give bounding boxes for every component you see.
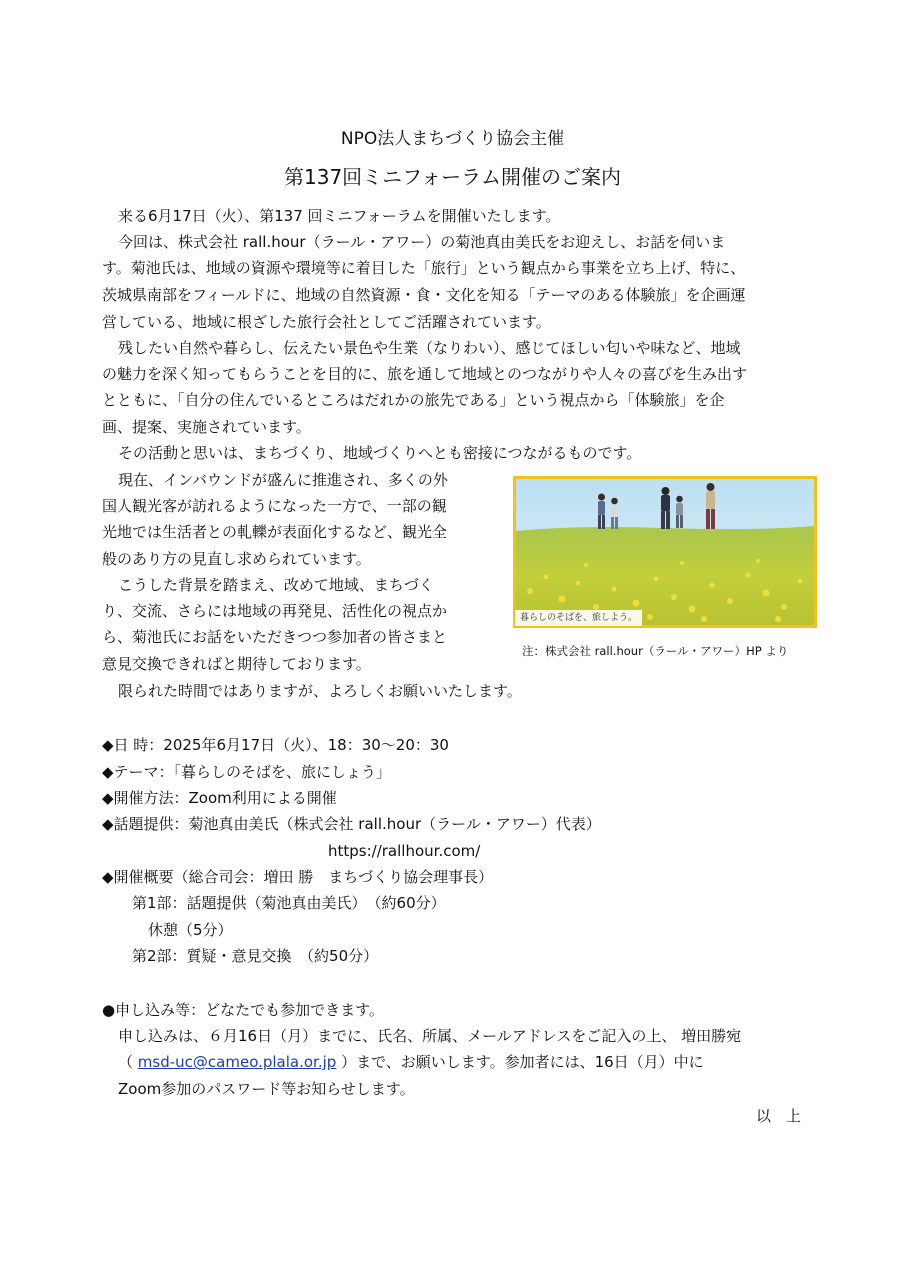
intro-line: の魅力を深く知ってもらうことを目的に、旅を通して地域とのつながりや人々の喜びを生み出す (102, 365, 748, 383)
application-line: 申し込みは、６月16日（月）までに、氏名、所属、メールアドレスをご記入の上、 増田勝宛 (118, 1027, 742, 1045)
application-line-rest: ）まで、お願いします。参加者には、16日（月）中に (341, 1053, 704, 1071)
paren-open: （ (118, 1053, 134, 1071)
intro-line: 来る6月17日（火）、第137 回ミニフォーラムを開催いたします。 (118, 207, 561, 225)
intro-line: 今回は、株式会社 rall.hour（ラール・アワー）の菊池真由美氏をお迎えし、お話を伺いま (118, 233, 726, 251)
organizer-line: NPO法人まちづくり協会主催 (340, 129, 565, 149)
intro-line: 茨城県南部をフィールドに、地域の自然資源・食・文化を知る「テーマのある体験旅」を企画運 (102, 286, 746, 304)
body-line: こうした背景を踏まえ、改めて地域、まちづく (118, 576, 434, 594)
photo-overlay-caption: 暮らしのそばを、旅しよう。 (515, 610, 642, 626)
body-line: り、交流、さらには地域の再発見、活性化の視点か (102, 602, 448, 620)
intro-line: その活動と思いは、まちづくり、地域づくりへとも密接につながるものです。 (118, 444, 642, 462)
intro-line: す。菊池氏は、地域の資源や環境等に着目した「旅行」という観点から事業を立ち上げ、特に、 (102, 259, 746, 277)
event-date: ◆日 時：2025年6月17日（火）、18：30～20：30 (102, 736, 449, 754)
application-heading: ●申し込み等：どなたでも参加できます。 (102, 1001, 384, 1019)
email-link[interactable]: msd-uc@cameo.plala.or.jp (137, 1053, 337, 1071)
photo-illustration (516, 479, 814, 625)
body-line: 般のあり方の見直し求められています。 (102, 550, 371, 568)
body-line: 光地では生活者との軋轢が表面化するなど、観光全 (102, 523, 448, 541)
application-line (118, 1049, 704, 1075)
closing-mark: 以 上 (756, 1107, 802, 1125)
program-part-1: 第1部：話題提供（菊池真由美氏） （約60分） (132, 894, 446, 912)
page-title: 第137回ミニフォーラム開催のご案内 (284, 165, 621, 189)
intro-line: 残したい自然や暮らし、伝えたい景色や生業（なりわい）、感じてほしい匂いや味など、地域 (118, 339, 741, 357)
body-line: ら、菊池氏にお話をいただきつつ参加者の皆さまと (102, 628, 448, 646)
event-method: ◆開催方法：Zoom利用による開催 (102, 789, 337, 807)
body-line: 国人観光客が訪れるようになった一方で、一部の観 (102, 497, 447, 515)
intro-line: 画、提案、実施されています。 (102, 418, 311, 436)
event-outline: ◆開催概要（総合司会：増田 勝 まちづくり協会理事長） (102, 868, 494, 886)
body-line: 意見交換できればと期待しております。 (102, 655, 371, 673)
event-speaker: ◆話題提供：菊池真由美氏（株式会社 rall.hour（ラール・アワー）代表） (102, 815, 601, 833)
application-line: Zoom参加のパスワード等お知らせします。 (118, 1080, 415, 1098)
event-theme: ◆テーマ：「暮らしのそばを、旅にしょう」 (102, 763, 392, 781)
canola-field-photo (513, 476, 817, 628)
program-break: 休憩（5分） (148, 921, 233, 939)
intro-line: とともに、「自分の住んでいるところはだれかの旅先である」という視点から「体験旅」を企 (102, 391, 725, 409)
body-line: 現在、インバウンドが盛んに推進され、多くの外 (118, 471, 448, 489)
program-part-2: 第2部：質疑・意見交換 （約50分） (132, 947, 379, 965)
body-line: 限られた時間ではありますが、よろしくお願いいたします。 (118, 682, 522, 700)
photo-note: 注：株式会社 rall.hour（ラール・アワー）HP より (522, 644, 789, 658)
speaker-url[interactable]: https://rallhour.com/ (328, 842, 481, 860)
intro-line: 営している、地域に根ざした旅行会社としてご活躍されています。 (102, 313, 551, 331)
